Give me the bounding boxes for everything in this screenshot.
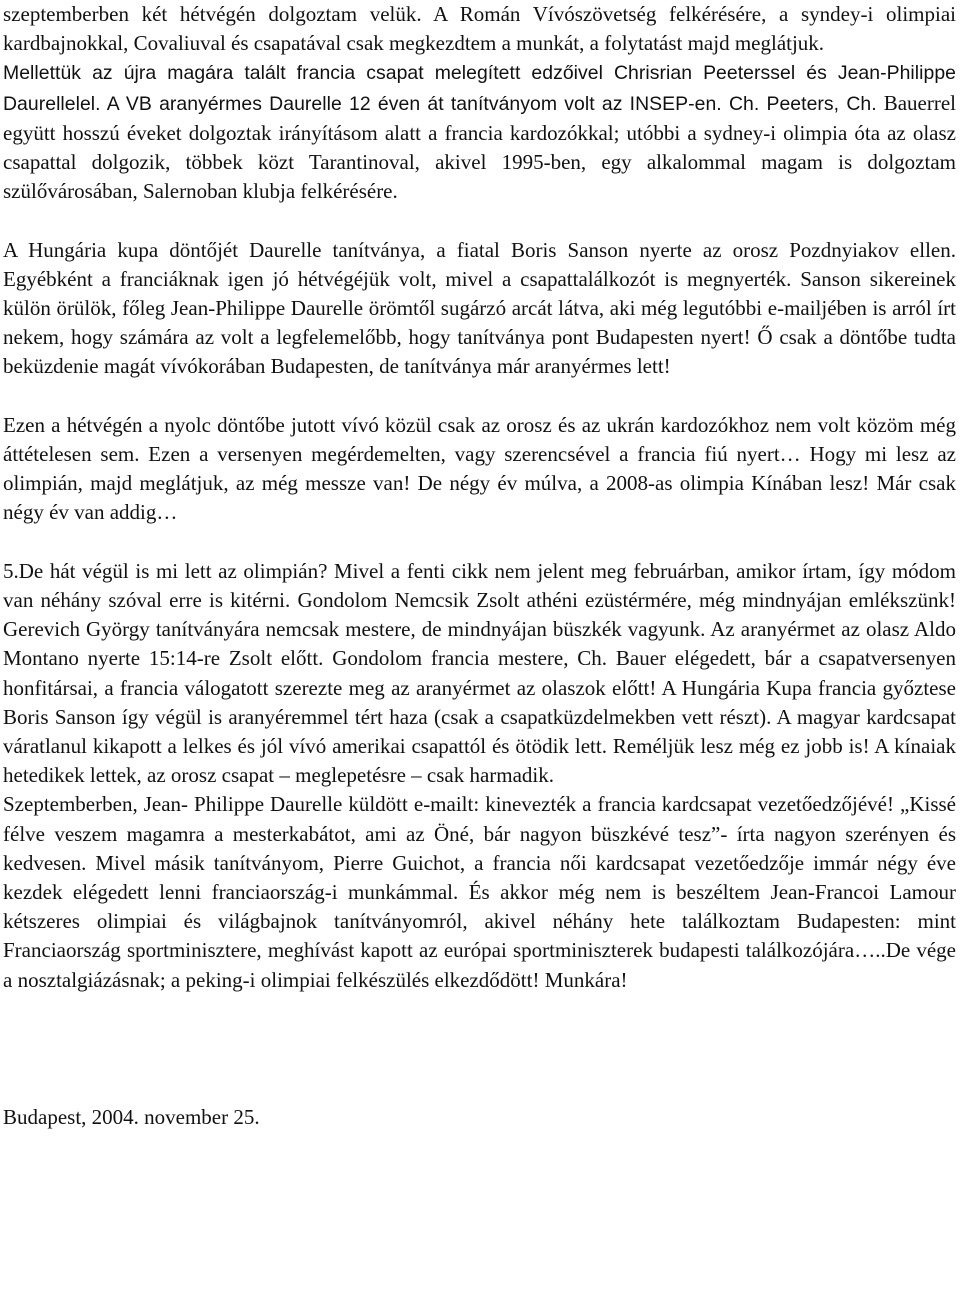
paragraph-french-team-serif-part: Bauerrel együtt hosszú éveket dolgoztak irányításom alatt a francia kardozókkal; utóbbi a sydney-i olimpia óta az olasz csapattal dolgozik, többek közt Tarantinoval, akivel 1995-ben, egy alkalommal magam is dolgoztam szülővárosában, Salernoban klubja felkérésére.: [3, 90, 956, 204]
paragraph-french-team-sans-part: Mellettük az újra magára talált francia csapat melegített edzőivel Chrisrian Peeterssel és Jean-Philippe Daurellelel. A VB aranyérmes Daurelle 12 éven át tanítványom volt az INSEP-en. Ch. Peeters, Ch.: [3, 62, 956, 115]
footer-spacer: [3, 995, 956, 1103]
document-page: [3, 0, 956, 1132]
paragraph-weekend-finalists: Ezen a hétvégén a nyolc döntőbe jutott vívó közül csak az orosz és az ukrán kardozókhoz nem volt közöm még áttételesen sem. Ezen a versenyen megérdemelten, vagy szerencsével a francia fiú nyert… Hogy mi lesz az olimpián, majd meglátjuk, az még messze van! De négy év múlva, a 2008-as olimpia Kínában lesz! Már csak négy év van addig…: [3, 412, 956, 525]
date-line: Budapest, 2004. november 25.: [3, 1104, 260, 1129]
paragraph-september: Szeptemberben, Jean- Philippe Daurelle küldött e-mailt: kinevezték a francia kardcsapat vezetőedzőjévé! „Kissé félve veszem magamra a mesterkabátot, ami az Öné, bár nagyon büszkévé tesz”- írta nagyon szerényen és kedvesen. Mivel másik tanítványom, Pierre Guichot, a francia női kardcsapat vezetőedzője immár négy éve kezdek elégedett lenni franciaország-i munkámmal. És akkor még nem is beszéltem Jean-Francoi Lamour kétszeres olimpiai és világbajnok tanítványomról, akivel néhány hete találkoztam Budapesten: mint Franciaország sportminisztere, meghívást kapott az európai sportminiszterek budapesti találkozójára…..De vége a nosztalgiázásnak; a peking-i olimpiai felkészülés elkezdődött! Munkára!: [3, 792, 956, 992]
paragraph-spacer: [3, 528, 956, 557]
paragraph-spacer: [3, 206, 956, 235]
paragraph-french-team: [3, 58, 956, 206]
paragraph-spacer: [3, 382, 956, 411]
paragraph-intro: szeptemberben két hétvégén dolgoztam velük. A Román Vívószövetség felkérésére, a syndey-i olimpiai kardbajnokkal, Covaliuval és csapatával csak megkezdtem a munkát, a folytatást majd meglátjuk.: [3, 2, 956, 56]
paragraph-hungaria-cup: A Hungária kupa döntőjét Daurelle tanítványa, a fiatal Boris Sanson nyerte az orosz Pozdnyiakov ellen. Egyébként a franciáknak igen jó hétvégéjük volt, mivel a csapattalálkozót is megnyerték. Sanson sikereinek külön örülök, főleg Jean-Philippe Daurelle örömtől sugárzó arcát látva, aki még legutóbbi e-mailjében is arról írt nekem, hogy számára az volt a legfelemelőbb, hogy tanítványa pont Budapesten nyert! Ő csak a döntőbe tudta beküzdenie magát vívókorában Budapesten, de tanítványa már aranyérmes lett!: [3, 237, 956, 379]
paragraph-olympics: 5.De hát végül is mi lett az olimpián? Mivel a fenti cikk nem jelent meg februárban, amikor írtam, így módom van néhány szóval erre is kitérni. Gondolom Nemcsik Zsolt athéni ezüstérmére, még mindnyájan emlékszünk! Gerevich György tanítványára nemcsak mestere, de mindnyájan büszkék vagyunk. Az aranyérmet az olasz Aldo Montano nyerte 15:14-re Zsolt előtt. Gondolom francia mestere, Ch. Bauer elégedett, bár a csapatversenyen honfitársai, a francia válogatott szerezte meg az aranyérmet az olaszok előtt! A Hungária Kupa francia győztese Boris Sanson így végül is aranyéremmel tért haza (csak a csapatküzdelmekben vett részt). A magyar kardcsapat váratlanul kikapott a lelkes és jól vívó amerikai csapattól és ötödik lett. Reméljük lesz még ez jobb is! A kínaiak hetedikek lettek, az orosz csapat – meglepetésre – csak harmadik.: [3, 558, 956, 788]
